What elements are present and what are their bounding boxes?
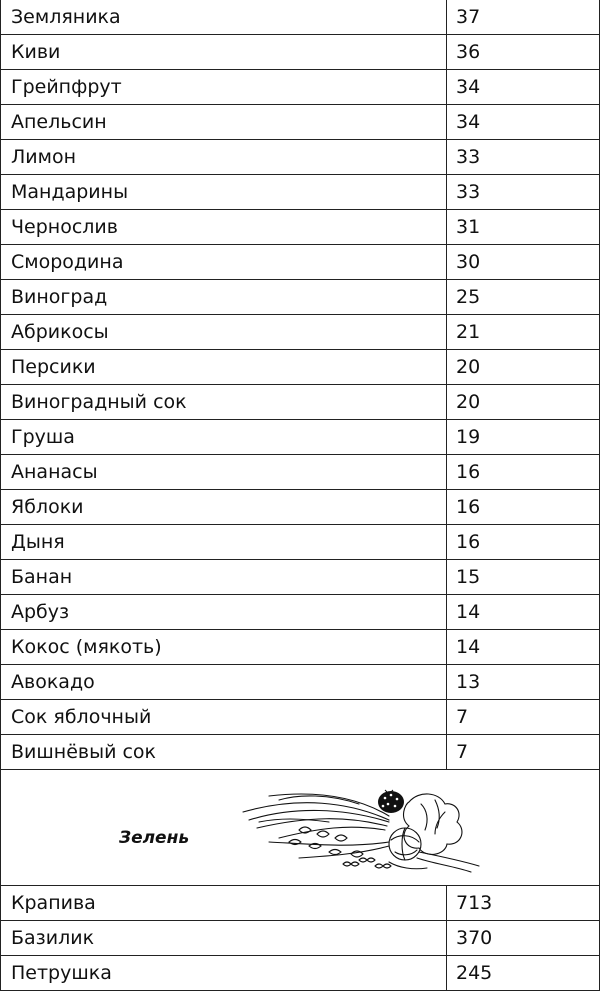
table-row: [1, 735, 599, 770]
table-row: [1, 105, 599, 140]
table-row: [1, 560, 599, 595]
product-name: Земляника: [1, 0, 447, 34]
product-name: Крапива: [1, 886, 447, 920]
product-value: 20: [456, 391, 481, 413]
product-value: 16: [456, 461, 481, 483]
table-row: [1, 35, 599, 70]
product-name: Грейпфрут: [1, 70, 447, 104]
table-row: [1, 700, 599, 735]
product-name: Яблоки: [1, 490, 447, 524]
product-value: 21: [456, 321, 481, 343]
product-value: 30: [456, 251, 481, 273]
product-value: 16: [456, 531, 481, 553]
product-name: Персики: [1, 350, 447, 384]
table-row: [1, 595, 599, 630]
table-row: [1, 420, 599, 455]
table-row: [1, 245, 599, 280]
table-row: [1, 490, 599, 525]
greens-section-header: [1, 770, 599, 886]
product-name: Абрикосы: [1, 315, 447, 349]
table-row: [1, 140, 599, 175]
product-value: 19: [456, 426, 481, 448]
product-value: 34: [456, 111, 481, 133]
product-value: 14: [456, 601, 481, 623]
table-row: [1, 665, 599, 700]
product-name: Кокос (мякоть): [1, 630, 447, 664]
product-value: 36: [456, 41, 481, 63]
product-value: 20: [456, 356, 481, 378]
product-name: Виноград: [1, 280, 447, 314]
table-row: [1, 175, 599, 210]
product-name: Виноградный сок: [1, 385, 447, 419]
product-name: Ананасы: [1, 455, 447, 489]
herbs-illustration-icon: [239, 782, 483, 874]
product-name: Мандарины: [1, 175, 447, 209]
product-name: Чернослив: [1, 210, 447, 244]
product-value: 7: [456, 706, 469, 728]
product-name: Авокадо: [1, 665, 447, 699]
section-title: Зелень: [119, 828, 190, 848]
product-name: Петрушка: [1, 956, 447, 990]
table-row: [1, 630, 599, 665]
product-value: 15: [456, 566, 481, 588]
product-value: 7: [456, 741, 469, 763]
product-value: 713: [456, 892, 493, 914]
product-value: 31: [456, 216, 481, 238]
table-row: [1, 280, 599, 315]
table-row: [1, 315, 599, 350]
product-name: Вишнёвый сок: [1, 735, 447, 769]
product-name: Арбуз: [1, 595, 447, 629]
product-value: 25: [456, 286, 481, 308]
product-value: 16: [456, 496, 481, 518]
product-name: Киви: [1, 35, 447, 69]
product-name: Лимон: [1, 140, 447, 174]
table-row: [1, 921, 599, 956]
product-value: 13: [456, 671, 481, 693]
product-value: 33: [456, 146, 481, 168]
product-value: 33: [456, 181, 481, 203]
table-row: [1, 956, 599, 991]
greens-rows: [1, 886, 599, 991]
table-row: [1, 0, 599, 35]
table-row: [1, 210, 599, 245]
product-name: Дыня: [1, 525, 447, 559]
table-row: [1, 455, 599, 490]
product-name: Смородина: [1, 245, 447, 279]
product-value: 245: [456, 962, 493, 984]
table-row: [1, 70, 599, 105]
product-value: 370: [456, 927, 493, 949]
table-row: [1, 525, 599, 560]
product-name: Сок яблочный: [1, 700, 447, 734]
table-row: [1, 350, 599, 385]
table-row: [1, 886, 599, 921]
product-value: 34: [456, 76, 481, 98]
product-value: 14: [456, 636, 481, 658]
product-name: Апельсин: [1, 105, 447, 139]
product-name: Банан: [1, 560, 447, 594]
product-name: Груша: [1, 420, 447, 454]
fruit-rows: [1, 0, 599, 770]
product-name: Базилик: [1, 921, 447, 955]
product-value: 37: [456, 6, 481, 28]
table-row: [1, 385, 599, 420]
